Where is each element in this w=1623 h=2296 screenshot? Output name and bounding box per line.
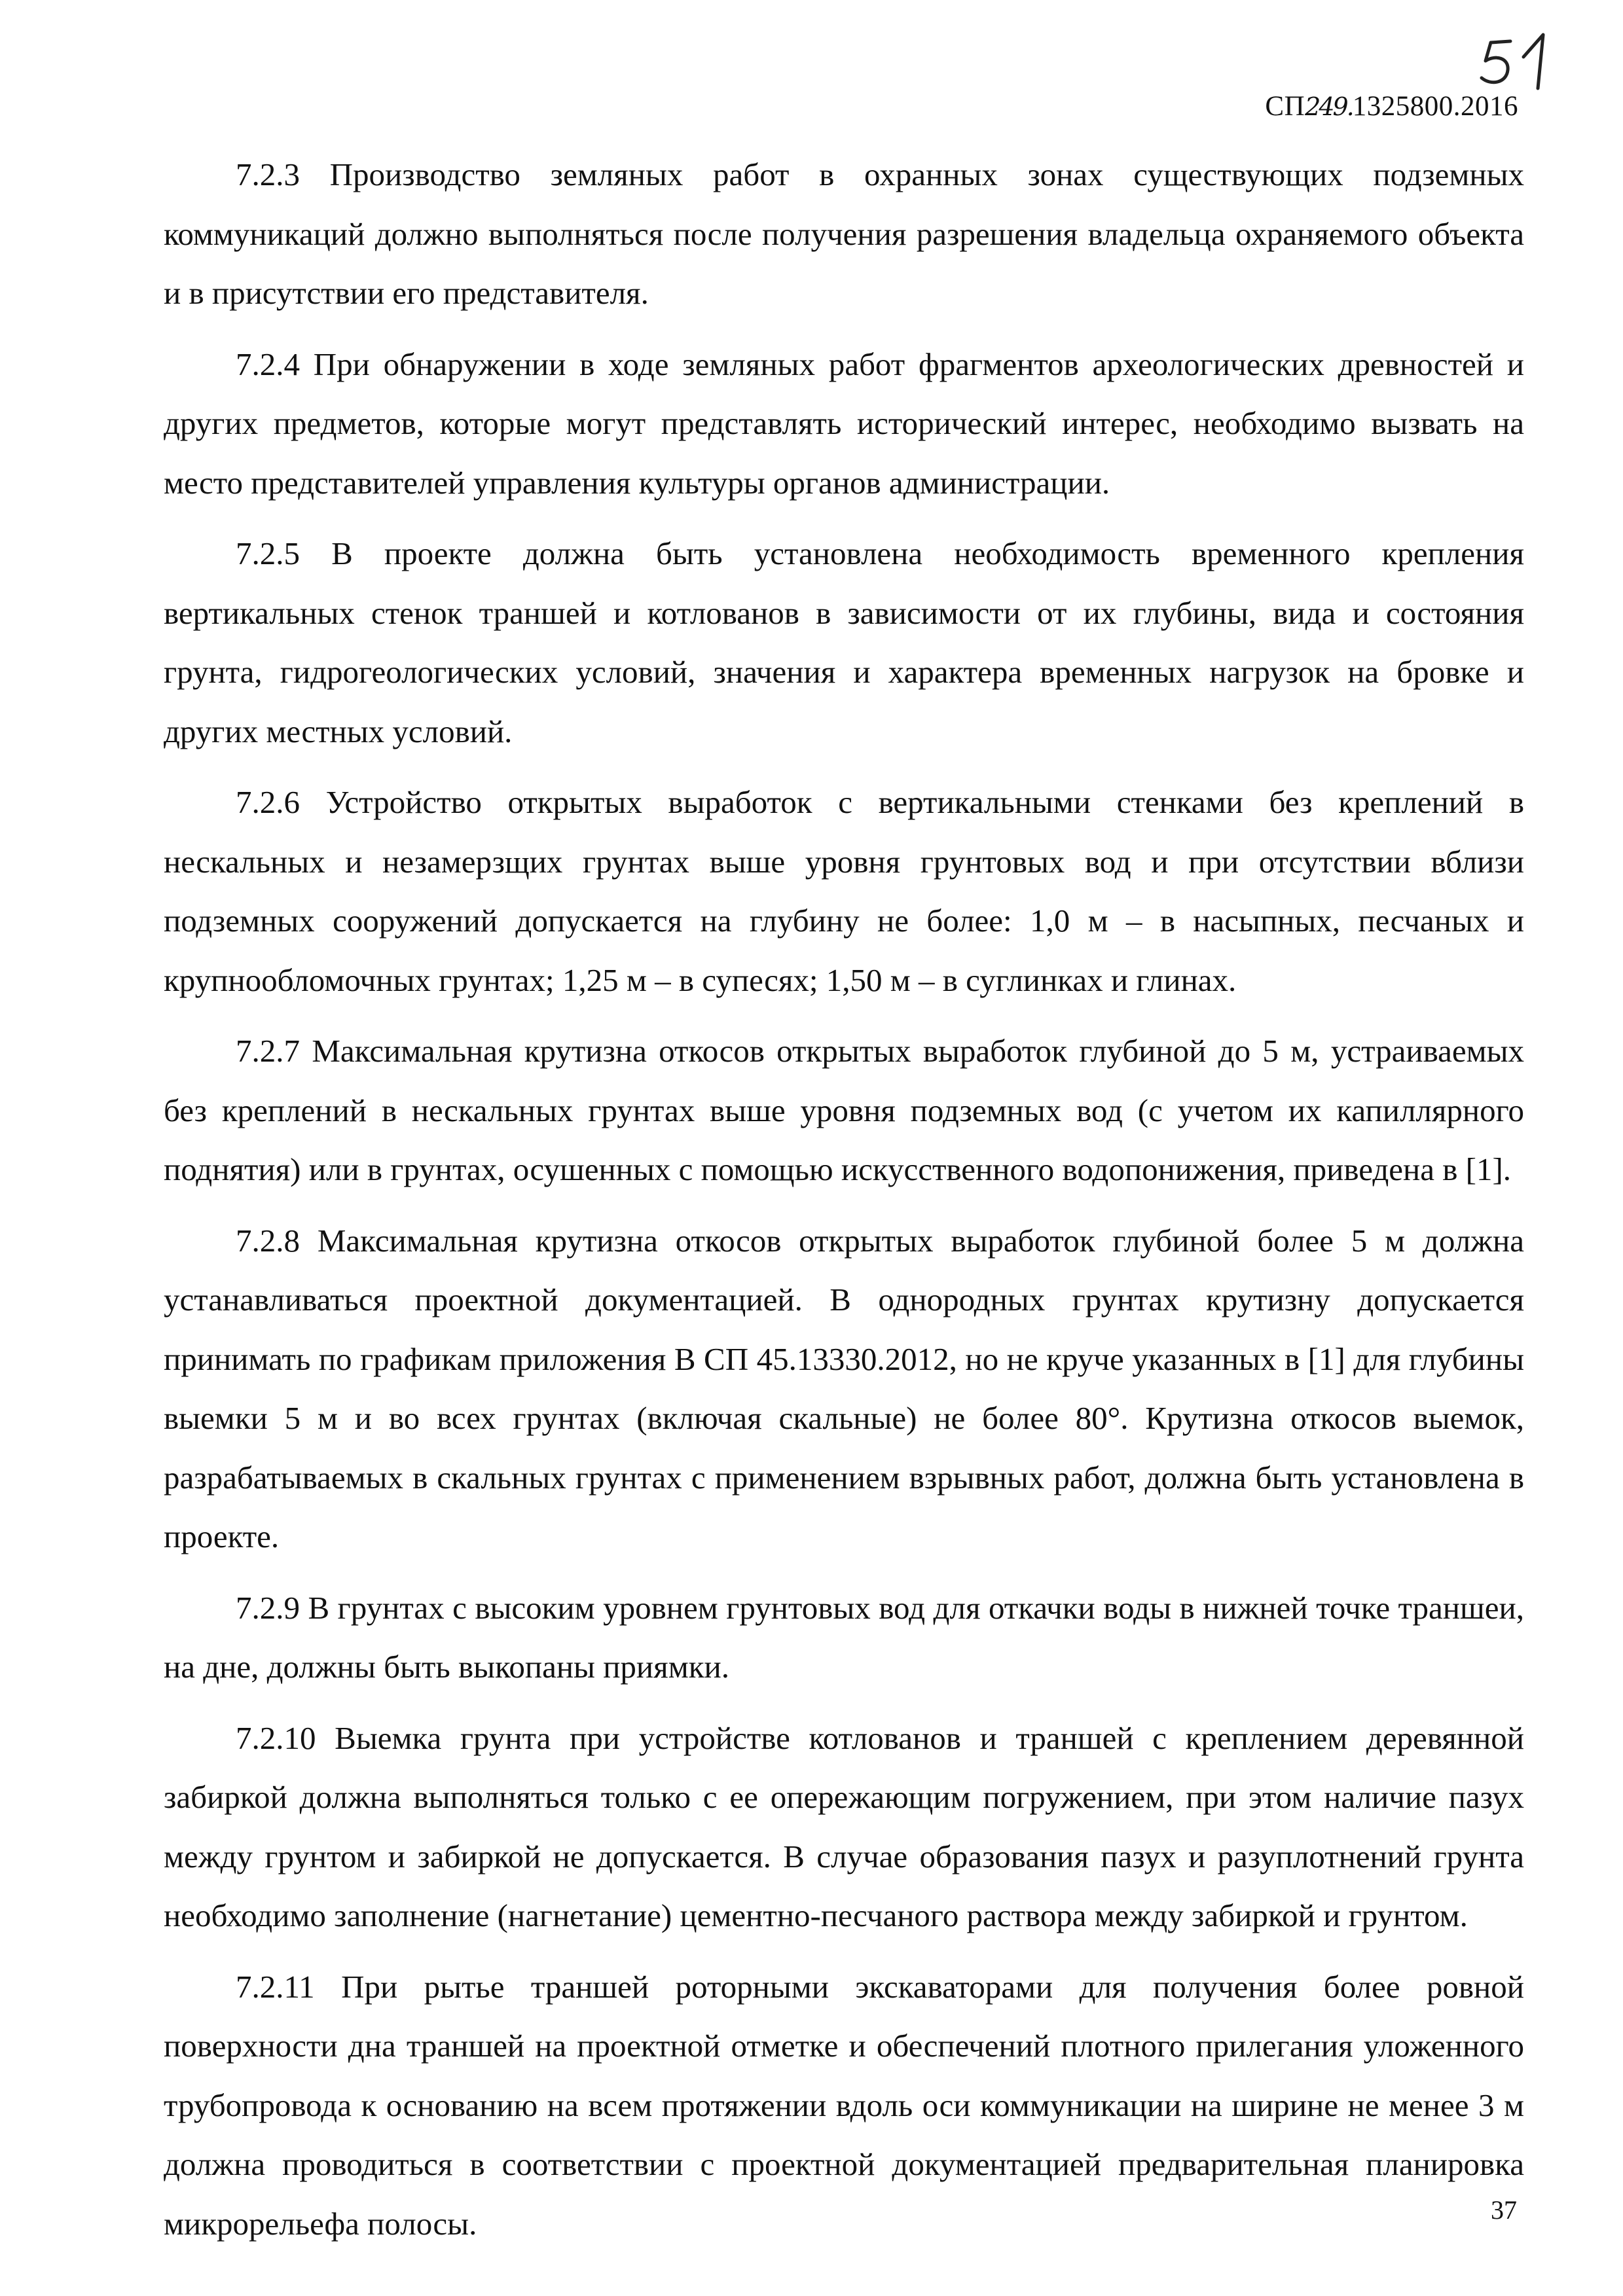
document-code-amendment: 249. [1305, 92, 1353, 121]
clause-7-2-11: 7.2.11 При рытье траншей роторными экскаваторами для получения более ровной поверхности дна траншей на проектной отметке и обеспечений плотного прилегания уложенного трубопровода к основанию на всем протяжении вдоль оси коммуникации на ширине не менее 3 м должна проводиться в соответствии с проектной документацией предварительная планировка микрорельефа полосы. [164, 1968, 1524, 2242]
document-code-number: 1325800.2016 [1352, 91, 1518, 122]
clause-7-2-6: 7.2.6 Устройство открытых выработок с вертикальными стенками без креплений в нескальных и незамерзщих грунтах выше уровня грунтовых вод и при отсутствии вблизи подземных сооружений допускается на глубину не более: 1,0 м – в насыпных, песчаных и крупнообломочных грунтах; 1,25 м – в супесях; 1,50 м – в суглинках и глинах. [164, 784, 1524, 998]
clause-7-2-10: 7.2.10 Выемка грунта при устройстве котлованов и траншей с креплением деревянной забиркой должна выполняться только с ее опережающим погружением, при этом наличие пазух между грунтом и забиркой не допускается. В случае образования пазух и разуплотнений грунта необходимо заполнение (нагнетание) цементно-песчаного раствора между забиркой и грунтом. [164, 1719, 1524, 1933]
clause-7-2-8: 7.2.8 Максимальная крутизна откосов открытых выработок глубиной более 5 м должна устанавливаться проектной документацией. В однородных грунтах крутизну допускается принимать по графикам приложения В СП 45.13330.2012, но не круче указанных в [1] для глубины выемки 5 м и во всех грунтах (включая скальные) не более 80°. Крутизна откосов выемок, разрабатываемых в скальных грунтах с применением взрывных работ, должна быть установлена в проекте. [164, 1222, 1524, 1554]
document-body [164, 145, 1524, 2265]
clause-7-2-3: 7.2.3 Производство земляных работ в охранных зонах существующих подземных коммуникаций должно выполняться после получения разрешения владельца охраняемого объекта и в присутствии его представителя. [164, 156, 1524, 311]
clause-7-2-7: 7.2.7 Максимальная крутизна откосов открытых выработок глубиной до 5 м, устраиваемых без креплений в нескальных грунтах выше уровня подземных вод (с учетом их капиллярного поднятия) или в грунтах, осушенных с помощью искусственного водопонижения, приведена в [1]. [164, 1033, 1524, 1187]
document-code-prefix: СП [1265, 91, 1305, 122]
page-number: 37 [1491, 2195, 1517, 2225]
document-code [1265, 90, 1518, 122]
clause-7-2-9: 7.2.9 В грунтах с высоким уровнем грунтовых вод для откачки воды в нижней точке траншеи, на дне, должны быть выкопаны приямки. [164, 1589, 1524, 1685]
handwritten-sheet-number-drawing [1476, 29, 1555, 92]
clause-7-2-5: 7.2.5 В проекте должна быть установлена необходимость временного крепления вертикальных стенок траншей и котлованов в зависимости от их глубины, вида и состояния грунта, гидрогеологических условий, значения и характера временных нагрузок на бровке и других местных условий. [164, 535, 1524, 749]
clause-7-2-4: 7.2.4 При обнаружении в ходе земляных работ фрагментов археологических древностей и других предметов, которые могут представлять исторический интерес, необходимо вызвать на место представителей управления культуры органов администрации. [164, 346, 1524, 501]
handwritten-sheet-number [1476, 29, 1555, 92]
